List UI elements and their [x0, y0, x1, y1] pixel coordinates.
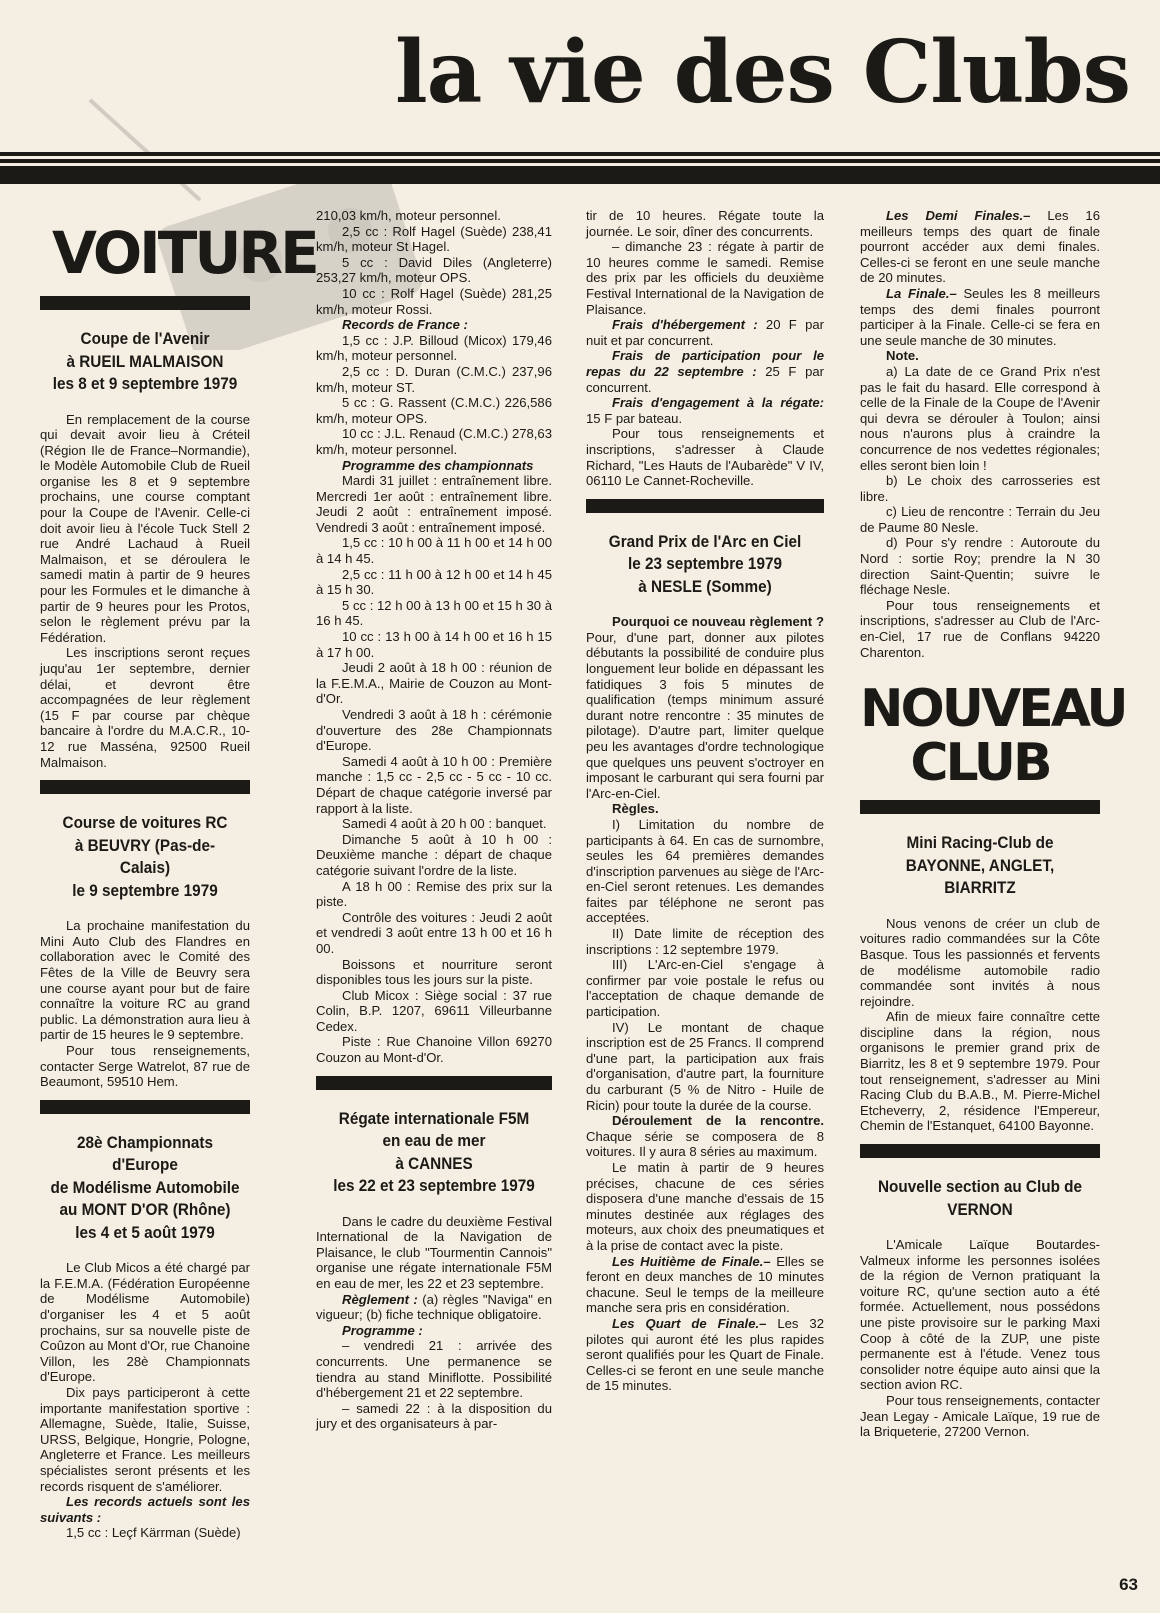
paragraph: Dans le cadre du deuxième Festival International de la Navigation de Plaisance, le club "Tourmentin Cannois" organise une régate internationale F5M en eau de mer, les 22 et 23 septembre.	[316, 1213, 552, 1292]
column-4	[860, 208, 1126, 1440]
paragraph: Frais d'engagement à la régate: 15 F par bateau.	[586, 395, 824, 426]
column-3	[586, 208, 824, 1394]
paragraph: 5 cc : 12 h 00 à 13 h 00 et 15 h 30 à 16 h 45.	[316, 597, 552, 629]
divider	[316, 1076, 552, 1090]
paragraph: c) Lieu de rencontre : Terrain du Jeu de Paume 80 Nesle.	[860, 504, 1100, 535]
paragraph: Dix pays participeront à cette importante manifestation sportive : Allemagne, Suède, Italie, Suisse, URSS, Belgique, Hongrie, Pologne, Angleterre et France. Les meilleurs spécialistes seront présents et les records risquent de s'améliorer.	[40, 1384, 250, 1494]
paragraph: Pour tous renseignements, contacter Jean Legay - Amicale Laïque, 19 rue de la Briqueterie, 27200 Vernon.	[860, 1392, 1100, 1440]
paragraph: IV) Le montant de chaque inscription est de 25 Francs. Il comprend d'une part, la participation aux frais d'organisation, d'autre part, la fourniture du carburant (5 % de Nitro - Huile de Ricin) pour toute la durée de la course.	[586, 1019, 824, 1113]
paragraph: Pour tous renseignements et inscriptions, s'adresser au Club de l'Arc-en-Ciel, 17 rue de Conflans 94220 Charenton.	[860, 597, 1100, 660]
paragraph: 2,5 cc : Rolf Hagel (Suède) 238,41 km/h, moteur St Hagel.	[316, 223, 552, 255]
article-heading: Mini Racing-Club de BAYONNE, ANGLET, BIARRITZ	[905, 833, 1055, 898]
paragraph: Samedi 4 août à 10 h 00 : Première manche : 1,5 cc - 2,5 cc - 5 cc - 10 cc. Départ de chaque catégorie inversé par rapport à la liste.	[316, 753, 552, 816]
paragraph: Pour tous renseignements et inscriptions, s'adresser à Claude Richard, "Les Hauts de l'Aubarède" V IV, 06110 Le Cannet-Rocheville.	[586, 426, 824, 489]
paragraph: Club Micox : Siège social : 37 rue Colin, B.P. 1207, 69611 Villeurbanne Cedex.	[316, 987, 552, 1034]
paragraph: III) L'Arc-en-Ciel s'engage à confirmer par voie postale le refus ou l'acceptation de chaque demande de participation.	[586, 957, 824, 1020]
paragraph: En remplacement de la course qui devait avoir lieu à Créteil (Région Ile de France–Normandie), le Modèle Automobile Club de Rueil organise les 8 et 9 septembre prochains, une course comptant pour la Coupe de l'Avenir. Celle-ci doit avoir lieu à l'école Tuck Stell 2 rue André Lachaud à Rueil Malmaison, et se déroulera le samedi matin à partir de 9 heures pour les Formules et le dimanche à partir de 9 heures pour les Protos, selon le règlement prévu par la Fédération.	[40, 411, 250, 645]
section-title-nouveau-club: NOUVEAU CLUB	[860, 679, 1126, 794]
paragraph: Mardi 31 juillet : entraînement libre. Mercredi 1er août : entraînement libre. Jeudi 2 août : entraînement imposé. Vendredi 3 août : entraînement imposé.	[316, 473, 552, 535]
divider	[40, 780, 250, 794]
paragraph: La Finale.– Seules les 8 meilleurs temps des demi finales pourront participer à la Finale. Celle-ci se fera en une seule manche de 30 minutes.	[860, 285, 1100, 348]
paragraph: tir de 10 heures. Régate toute la journée. Le soir, dîner des concurrents.	[586, 208, 824, 239]
paragraph: Nous venons de créer un club de voitures radio commandées sur la Côte Basque. Tous les passionnés et fervents de modélisme automobile radio commandée sont invités à nous rejoindre.	[860, 915, 1100, 1009]
paragraph: 5 cc : David Diles (Angleterre) 253,27 km/h, moteur OPS.	[316, 254, 552, 286]
paragraph: 5 cc : G. Rassent (C.M.C.) 226,586 km/h, moteur OPS.	[316, 395, 552, 426]
paragraph: Contrôle des voitures : Jeudi 2 août et vendredi 3 août entre 13 h 00 et 16 h 00.	[316, 909, 552, 956]
column-2	[316, 208, 552, 1432]
paragraph: 2,5 cc : D. Duran (C.M.C.) 237,96 km/h, moteur ST.	[316, 363, 552, 395]
paragraph: Frais d'hébergement : 20 F par nuit et par concurrent.	[586, 317, 825, 348]
paragraph: Dimanche 5 août à 10 h 00 : Deuxième manche : départ de chaque catégorie suivant l'ordre de la liste.	[316, 831, 552, 878]
paragraph: 10 cc : Rolf Hagel (Suède) 281,25 km/h, moteur Rossi.	[316, 285, 552, 317]
paragraph: 10 cc : J.L. Renaud (C.M.C.) 278,63 km/h, moteur personnel.	[316, 426, 552, 457]
paragraph: Règles.	[612, 801, 659, 817]
article-heading: Grand Prix de l'Arc en Ciel le 23 septembre 1979 à NESLE (Somme)	[608, 531, 802, 596]
divider	[40, 1100, 250, 1114]
paragraph: Les inscriptions seront reçues juqu'au 1er septembre, dernier délai, et devront être accompagnées de leur règlement (15 F par course par chèque bancaire à l'ordre du M.A.C.R., 10-12 rue Masséna, 92500 Rueil Malmaison.	[40, 645, 250, 770]
paragraph: Piste : Rue Chanoine Villon 69270 Couzon au Mont-d'Or.	[316, 1034, 552, 1066]
paragraph: Les Huitième de Finale.– Elles se feront en deux manches de 10 minutes chacune. Seul le temps de la meilleure manche sera pris en considération.	[586, 1253, 824, 1316]
paragraph: Records de France :	[342, 317, 468, 333]
column-1	[40, 208, 317, 1541]
paragraph: – samedi 22 : à la disposition du jury et des organisateurs à par-	[316, 1400, 552, 1432]
article-heading: Course de voitures RC à BEUVRY (Pas-de-Calais) le 9 septembre 1979	[62, 813, 228, 900]
paragraph: – dimanche 23 : régate à partir de 10 heures comme le samedi. Remise des prix par les officiels du deuxième Festival International de la Navigation de Plaisance.	[586, 239, 824, 317]
paragraph: a) La date de ce Grand Prix n'est pas le fait du hasard. Elle correspond à celle de la Finale de la Coupe de l'Avenir qui devra se dérouler à Toulon; ainsi nous n'aurons plus à craindre la concurrence de nos vedettes régionales; elles seront bien loin !	[860, 363, 1100, 473]
article-heading: 28è Championnats d'Europe de Modélisme Automobile au MONT D'OR (Rhône) les 4 et 5 août 1979	[50, 1132, 240, 1242]
divider	[860, 800, 1100, 814]
divider	[860, 1144, 1100, 1158]
paragraph: Les Demi Finales.– Les 16 meilleurs temps des quart de finale pourront accéder aux demi finales. Celles-ci se feront en une seule manche de 20 minutes.	[860, 208, 1100, 286]
paragraph: Pour tous renseignements, contacter Serge Watrelot, 87 rue de Beaumont, 59510 Hem.	[40, 1042, 250, 1090]
paragraph: Déroulement de la rencontre. Chaque série se composera de 8 voitures. Il y aura 8 séries au maximum.	[586, 1113, 824, 1160]
paragraph: Le matin à partir de 9 heures précises, chacune de ces séries disposera d'une manche d'essais de 15 minutes destinée aux réglages des moteurs, aux choix des pneumatiques et à la prise de contact avec la piste.	[586, 1159, 824, 1253]
paragraph: Les Quart de Finale.– Les 32 pilotes qui auront été les plus rapides seront qualifiés pour les Quart de Finale. Celles-ci se feront en une seule manche de 15 minutes.	[586, 1315, 825, 1394]
paragraph: Les records actuels sont les suivants :	[40, 1494, 250, 1525]
article-heading: Nouvelle section au Club de VERNON	[877, 1177, 1083, 1219]
paragraph: Note.	[886, 348, 919, 364]
paragraph: La prochaine manifestation du Mini Auto Club des Flandres en collaboration avec le Comité des Fêtes de la Ville de Beuvry sera une course ayant pour but de faire connaître la voiture RC au grand public. La démonstration aura lieu à partir de 15 heures le 9 septembre.	[40, 918, 250, 1043]
paragraph: L'Amicale Laïque Boutardes-Valmeux informe les personnes isolées de la région de Vernon pratiquant la voiture RC, qu'une section auto a été formée. Actuellement, nous possédons une piste provisoire sur le parking Maxi Coop à côté de la ZUP, une piste permanente est à l'étude. Venez tous consolider notre équipe auto ainsi que la section avion RC.	[860, 1237, 1100, 1393]
divider	[586, 499, 824, 513]
records-and-programme	[316, 208, 552, 1066]
title-rule	[0, 152, 1160, 184]
paragraph: d) Pour s'y rendre : Autoroute du Nord : sortie Roy; prendre la N 30 direction Saint-Quentin; suivre le fléchage Nesle.	[860, 535, 1100, 598]
paragraph: A 18 h 00 : Remise des prix sur la piste.	[316, 878, 552, 910]
page-number: 63	[1119, 1575, 1138, 1594]
section-title-voiture: VOITURE	[52, 219, 317, 287]
page-title: la vie des Clubs	[394, 22, 1130, 123]
paragraph: Règlement : (a) règles "Naviga" en vigueur; (b) fiche technique obligatoire.	[316, 1291, 552, 1323]
paragraph: 210,03 km/h, moteur personnel.	[316, 208, 501, 223]
paragraph: Le Club Micos a été chargé par la F.E.M.A. (Fédération Européenne de Modélisme Automobile) d'organiser les 4 et 5 août prochains, sur sa nouvelle piste de Coûzon au Mont d'Or, rue Chanoine Villon, les 28è Championnats d'Europe.	[40, 1260, 250, 1385]
paragraph: Afin de mieux faire connaître cette discipline dans la région, nous organisons le premier grand prix de Biarritz, les 8 et 9 septembre 1979. Pour tout renseignement, s'adresser au Mini Racing Club du B.A.B., M. Pierre-Michel Etcheverry, 2, résidence l'Empereur, Chemin de l'Estanquet, 64100 Bayonne.	[860, 1009, 1100, 1134]
article-heading: Coupe de l'Avenir à RUEIL MALMAISON les 8 et 9 septembre 1979	[52, 329, 238, 393]
paragraph: Programme :	[342, 1322, 423, 1338]
paragraph: Vendredi 3 août à 18 h : cérémonie d'ouverture des 28e Championnats d'Europe.	[316, 707, 552, 754]
paragraph: 10 cc : 13 h 00 à 14 h 00 et 16 h 15 à 17 h 00.	[316, 629, 552, 660]
paragraph: Programme des championnats	[342, 457, 534, 473]
paragraph: – vendredi 21 : arrivée des concurrents. Une permanence se tiendra au stand Miniflotte. Possibilité d'hébergement 21 et 22 septembre.	[316, 1338, 552, 1401]
paragraph: 1,5 cc : J.P. Billoud (Micox) 179,46 km/h, moteur personnel.	[316, 332, 552, 364]
divider	[40, 296, 250, 310]
paragraph: 1,5 cc : Leçf Kärrman (Suède)	[66, 1525, 241, 1541]
paragraph: 1,5 cc : 10 h 00 à 11 h 00 et 14 h 00 à 14 h 45.	[316, 535, 552, 567]
paragraph: I) Limitation du nombre de participants à 64. En cas de surnombre, seules les 64 premières demandes d'inscription parvenues au siège de l'Arc-en-Ciel seront retenues. Les demandes faites par téléphone ne seront pas acceptées.	[586, 816, 824, 926]
paragraph: Jeudi 2 août à 18 h 00 : réunion de la F.E.M.A., Mairie de Couzon au Mont-d'Or.	[316, 660, 552, 707]
paragraph: Frais de participation pour le repas du 22 septembre : 25 F par concurrent.	[586, 348, 824, 395]
paragraph: Pourquoi ce nouveau règlement ? Pour, d'une part, donner aux pilotes débutants la possibilité de conduire plus longuement leur bolide en dépassant les fatidiques 3 fois 5 minutes de qualification (temps minimum assuré durant notre rencontre : 35 minutes de pilotage). D'autre part, limiter quelque peu les avantages d'ordre technologique que quelques uns peuvent s'octroyer en imposant le carburant qui sera fourni par l'Arc-en-Ciel.	[586, 614, 824, 801]
paragraph: Boissons et nourriture seront disponibles tous les jours sur la piste.	[316, 956, 552, 988]
article-heading: Régate internationale F5M en eau de mer à CANNES les 22 et 23 septembre 1979	[333, 1108, 535, 1196]
paragraph: 2,5 cc : 11 h 00 à 12 h 00 et 14 h 45 à 15 h 30.	[316, 566, 552, 598]
paragraph: Samedi 4 août à 20 h 00 : banquet.	[342, 816, 547, 832]
paragraph: b) Le choix des carrosseries est libre.	[860, 473, 1100, 504]
paragraph: II) Date limite de réception des inscriptions : 12 septembre 1979.	[586, 926, 824, 957]
